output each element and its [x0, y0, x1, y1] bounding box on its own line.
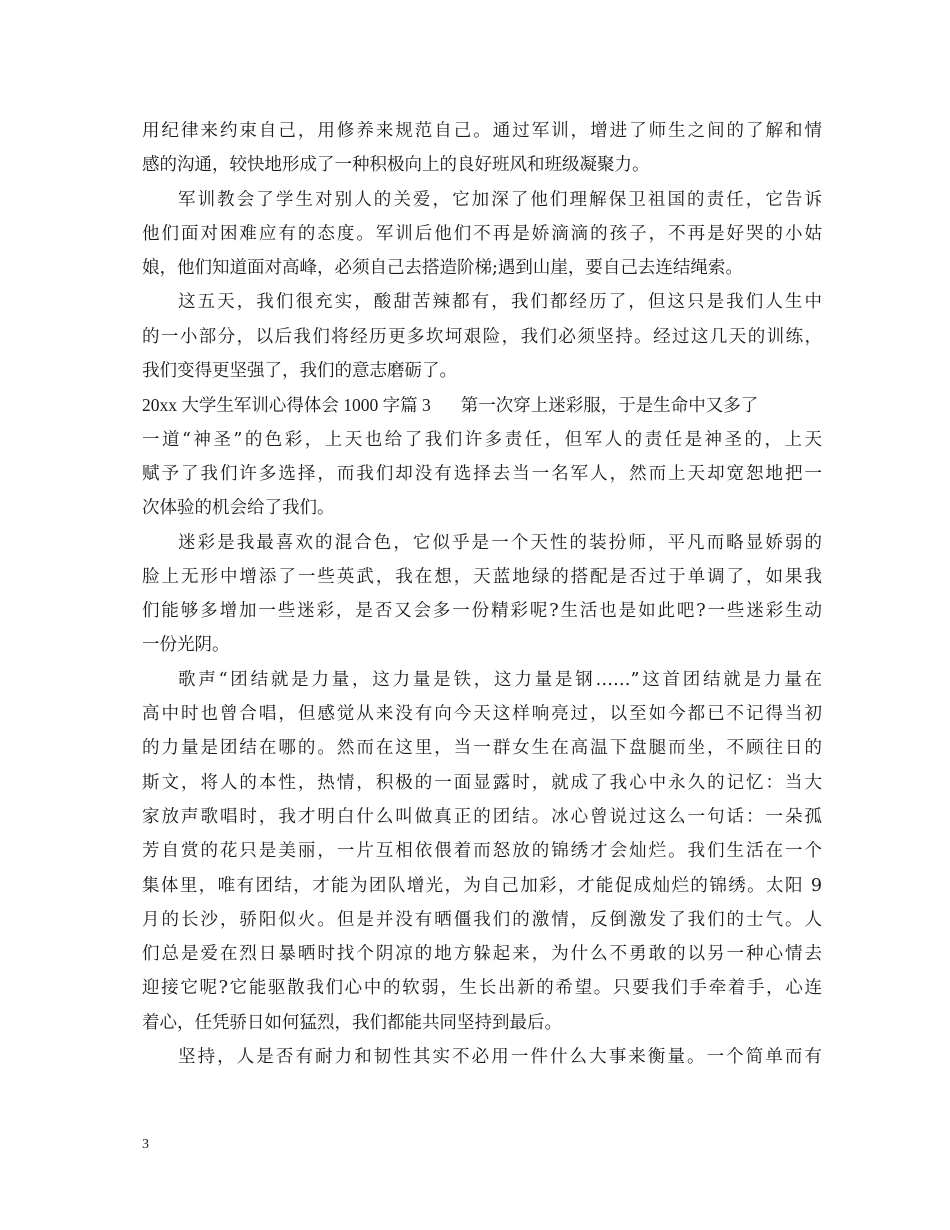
text-line: 歌声“团结就是力量，这力量是铁，这力量是钢……”这首团结就是力量在 — [178, 669, 822, 690]
document-body — [142, 114, 822, 1074]
paragraph — [142, 1040, 822, 1074]
text-line: 高中时也曾合唱，但感觉从来没有向今天这样响亮过，以至如今都已不记得当初 — [142, 704, 822, 725]
text-line: 迎接它呢?它能驱散我们心中的软弱，生长出新的希望。只要我们手牵着手，心连 — [142, 978, 822, 999]
text-line: 芳自赏的花只是美丽，一片互相依偎着而怒放的锦绣才会灿烂。我们生活在一个 — [142, 841, 822, 862]
paragraph — [142, 285, 822, 388]
paragraph — [142, 663, 822, 1040]
text-line: 他们面对困难应有的态度。军训后他们不再是娇滴滴的孩子，不再是好哭的小姑 — [142, 223, 822, 244]
text-line: 着心，任凭骄日如何猛烈，我们都能共同坚持到最后。 — [142, 1012, 562, 1033]
text-line: 用纪律来约束自己，用修养来规范自己。通过军训，增进了师生之间的了解和情 — [142, 121, 822, 141]
section-heading-line — [142, 388, 822, 422]
paragraph — [142, 183, 822, 286]
section-title: 20xx 大学生军训心得体会 1000 字篇 3 — [142, 395, 431, 416]
text-line: 脸上无形中增添了一些英武，我在想，天蓝地绿的搭配是否过于单调了，如果我 — [142, 566, 822, 587]
text-line: 们总是爱在烈日暴晒时找个阴凉的地方躲起来，为什么不勇敢的以另一种心情去 — [142, 944, 822, 965]
text-line: 这五天，我们很充实，酸甜苦辣都有，我们都经历了，但这只是我们人生中 — [178, 292, 822, 313]
text-line: 军训教会了学生对别人的关爱，它加深了他们理解保卫祖国的责任，它告诉 — [178, 189, 822, 210]
text-line: 次体验的机会给了我们。 — [142, 498, 335, 519]
text-line: 感的沟通，较快地形成了一种积极向上的良好班风和班级凝聚力。 — [142, 155, 650, 176]
paragraph — [142, 114, 822, 183]
text-line: 斯文，将人的本性，热情，积极的一面显露时，就成了我心中永久的记忆：当大 — [142, 772, 822, 793]
text-line: 迷彩是我最喜欢的混合色，它似乎是一个天性的装扮师，平凡而略显娇弱的 — [178, 532, 822, 553]
text-line: 一份光阴。 — [142, 635, 230, 656]
text-line: 的力量是团结在哪的。然而在这里，当一群女生在高温下盘腿而坐，不顾往日的 — [142, 738, 822, 759]
text-line: 家放声歌唱时，我才明白什么叫做真正的团结。冰心曾说过这么一句话：一朵孤 — [142, 806, 822, 827]
section-heading-paragraph — [142, 388, 822, 525]
text-line: 的一小部分，以后我们将经历更多坎坷艰险，我们必须坚持。经过这几天的训练， — [142, 326, 822, 347]
text-line: 们能够多增加一些迷彩，是否又会多一份精彩呢?生活也是如此吧?一些迷彩生动 — [142, 601, 822, 622]
text-segment: 第一次穿上迷彩服，于是生命中又多了 — [460, 396, 759, 417]
text-line: 我们变得更坚强了，我们的意志磨砺了。 — [142, 361, 457, 382]
text-line: 赋予了我们许多选择，而我们却没有选择去当一名军人，然而上天却宽恕地把一 — [142, 463, 822, 484]
text-line: 坚持，人是否有耐力和韧性其实不必用一件什么大事来衡量。一个简单而有 — [178, 1047, 822, 1068]
page-number: 3 — [142, 1137, 149, 1152]
text-line: 一道“神圣”的色彩，上天也给了我们许多责任，但军人的责任是神圣的，上天 — [142, 429, 822, 450]
text-line: 月的长沙，骄阳似火。但是并没有晒僵我们的激情，反倒激发了我们的士气。人 — [142, 909, 822, 930]
paragraph — [142, 526, 822, 663]
text-line: 娘，他们知道面对高峰，必须自己去搭造阶梯;遇到山崖，要自己去连结绳索。 — [142, 258, 743, 279]
text-line: 集体里，唯有团结，才能为团队增光，为自己加彩，才能促成灿烂的锦绣。太阳 9 — [142, 875, 822, 896]
